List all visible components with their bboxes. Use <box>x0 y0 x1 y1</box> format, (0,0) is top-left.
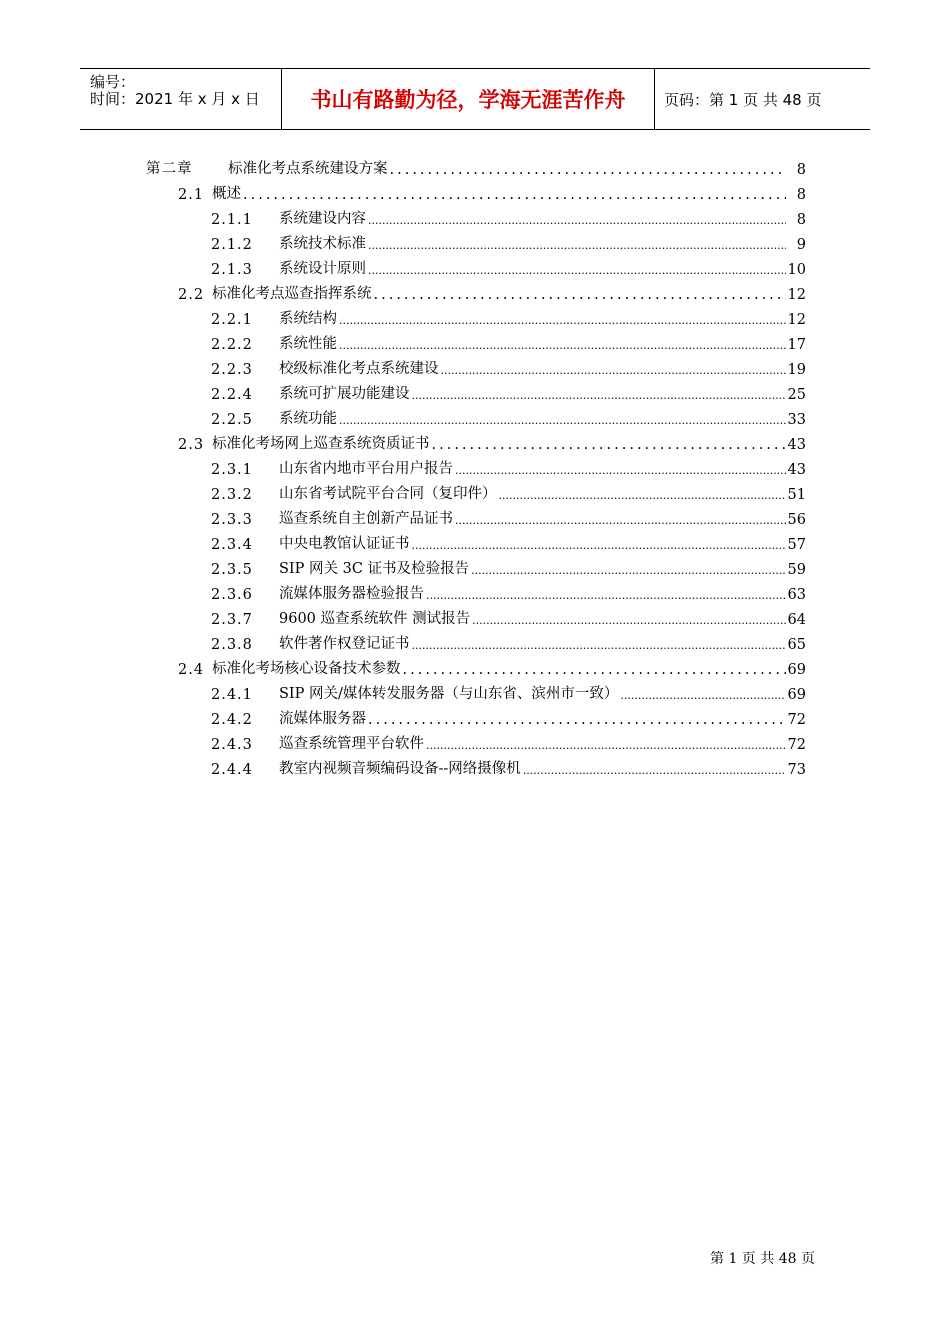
toc-title: 标准化考点系统建设方案 <box>228 161 388 177</box>
toc-number: 2.2.4 <box>211 387 253 403</box>
toc-title: SIP 网关/媒体转发服务器（与山东省、滨州市一致） <box>279 686 619 702</box>
toc-number: 2.3.5 <box>211 562 253 578</box>
toc-leader <box>243 187 786 203</box>
toc-page: 57 <box>787 537 806 553</box>
toc-entry-subsection[interactable] <box>211 531 806 553</box>
toc-title: 标准化考点巡查指挥系统 <box>212 286 372 302</box>
toc-page: 56 <box>787 512 806 528</box>
toc-entry-subsection[interactable] <box>211 731 806 753</box>
toc-leader <box>374 287 786 303</box>
toc-entry-subsection[interactable] <box>211 206 806 228</box>
toc-number: 2.1.2 <box>211 237 253 253</box>
toc-entry-subsection[interactable] <box>211 231 806 253</box>
toc-entry-subsection[interactable] <box>211 406 806 428</box>
toc-page: 8 <box>796 162 806 178</box>
toc-leader <box>368 712 786 728</box>
toc-title: 山东省考试院平台合同（复印件） <box>279 486 497 502</box>
toc-entry-subsection[interactable] <box>211 381 806 403</box>
toc-entry-subsection[interactable] <box>211 581 806 603</box>
toc-entry-subsection[interactable] <box>211 631 806 653</box>
toc-leader <box>403 662 786 678</box>
toc-page: 72 <box>787 712 806 728</box>
toc-entry-chapter[interactable] <box>146 156 806 178</box>
toc-title: 中央电教馆认证证书 <box>279 536 410 552</box>
toc-leader <box>455 462 786 478</box>
page-footer: 第 1 页 共 48 页 <box>710 1251 815 1267</box>
toc-number: 2.4.3 <box>211 737 253 753</box>
toc-title: 标准化考场核心设备技术参数 <box>212 661 401 677</box>
toc-leader <box>368 237 786 253</box>
toc-leader <box>620 687 785 703</box>
header-info-cell <box>80 69 282 129</box>
toc-leader <box>472 612 785 628</box>
toc-title: 流媒体服务器检验报告 <box>279 586 424 602</box>
toc-title: 系统功能 <box>279 411 337 427</box>
toc-leader <box>368 262 786 278</box>
toc-page: 59 <box>787 562 806 578</box>
toc-leader <box>523 762 786 778</box>
toc-leader <box>390 162 787 178</box>
toc-page: 12 <box>787 287 806 303</box>
toc-number: 2.2.3 <box>211 362 253 378</box>
toc-number: 2.1.1 <box>211 212 253 228</box>
header-page-label: 页码：第 1 页 共 48 页 <box>664 90 822 109</box>
toc-title: 系统技术标准 <box>279 236 366 252</box>
toc-leader <box>441 362 786 378</box>
toc-number: 2.4 <box>178 662 205 678</box>
toc-leader <box>471 562 785 578</box>
toc-entry-section[interactable] <box>178 181 806 203</box>
toc-number: 2.2 <box>178 287 205 303</box>
toc-leader <box>499 487 786 503</box>
toc-page: 69 <box>787 687 806 703</box>
toc-number: 2.3.8 <box>211 637 253 653</box>
toc-number: 2.1.3 <box>211 262 253 278</box>
toc-page: 43 <box>787 462 806 478</box>
toc-page: 65 <box>787 637 806 653</box>
toc-title: 系统设计原则 <box>279 261 366 277</box>
page-header <box>80 68 870 130</box>
toc-page: 25 <box>787 387 806 403</box>
toc-title: SIP 网关 3C 证书及检验报告 <box>279 561 470 577</box>
toc-entry-subsection[interactable] <box>211 606 806 628</box>
toc-leader <box>432 437 786 453</box>
toc-number: 2.3.6 <box>211 587 253 603</box>
toc-leader <box>368 212 786 228</box>
toc-entry-section[interactable] <box>178 656 806 678</box>
toc-number: 2.2.1 <box>211 312 253 328</box>
toc-title: 系统性能 <box>279 336 337 352</box>
toc-title: 系统可扩展功能建设 <box>279 386 410 402</box>
toc-page: 72 <box>787 737 806 753</box>
toc-leader <box>339 312 786 328</box>
toc-page: 43 <box>787 437 806 453</box>
time-label: 时间：2021 年 x 月 x 日 <box>90 90 260 108</box>
toc-page: 8 <box>796 212 806 228</box>
toc-leader <box>412 637 786 653</box>
toc-entry-subsection[interactable] <box>211 456 806 478</box>
header-page-cell <box>655 69 870 129</box>
toc-page: 9 <box>796 237 806 253</box>
toc-title: 9600 巡查系统软件 测试报告 <box>279 611 471 627</box>
toc-number: 2.3.3 <box>211 512 253 528</box>
toc-title: 系统结构 <box>279 311 337 327</box>
toc-leader <box>455 512 786 528</box>
toc-entry-subsection[interactable] <box>211 256 806 278</box>
toc-leader <box>339 337 786 353</box>
toc-number: 2.3.1 <box>211 462 253 478</box>
toc-page: 12 <box>787 312 806 328</box>
toc-title: 软件著作权登记证书 <box>279 636 410 652</box>
toc-number: 2.2.2 <box>211 337 253 353</box>
toc-entry-section[interactable] <box>178 281 806 303</box>
toc-entry-subsection[interactable] <box>211 756 806 778</box>
toc-page: 64 <box>787 612 806 628</box>
toc-number: 2.2.5 <box>211 412 253 428</box>
number-label: 编号： <box>90 73 136 91</box>
toc-number: 2.3.7 <box>211 612 253 628</box>
toc-leader <box>339 412 786 428</box>
toc-number: 2.3.4 <box>211 537 253 553</box>
toc-page: 19 <box>787 362 806 378</box>
toc-title: 巡查系统管理平台软件 <box>279 736 424 752</box>
toc-title: 系统建设内容 <box>279 211 366 227</box>
toc-page: 8 <box>796 187 806 203</box>
toc-leader <box>426 737 786 753</box>
toc-page: 33 <box>787 412 806 428</box>
toc-page: 69 <box>787 662 806 678</box>
motto: 书山有路勤为径，学海无涯苦作舟 <box>282 69 655 129</box>
toc-entry-subsection[interactable] <box>211 331 806 353</box>
toc-title: 教室内视频音频编码设备--网络摄像机 <box>279 761 521 777</box>
toc-entry-subsection[interactable] <box>211 481 806 503</box>
toc-number: 2.4.2 <box>211 712 253 728</box>
toc-title: 概述 <box>212 186 241 202</box>
toc-leader <box>412 387 786 403</box>
toc-title: 山东省内地市平台用户报告 <box>279 461 453 477</box>
toc-entry-subsection[interactable] <box>211 556 806 578</box>
toc-number: 2.4.4 <box>211 762 253 778</box>
toc-number: 2.1 <box>178 187 205 203</box>
toc-entry-subsection[interactable] <box>211 506 806 528</box>
toc-title: 巡查系统自主创新产品证书 <box>279 511 453 527</box>
toc-title: 流媒体服务器 <box>279 711 366 727</box>
toc-number: 2.3 <box>178 437 205 453</box>
toc-title: 标准化考场网上巡查系统资质证书 <box>212 436 430 452</box>
toc-page: 63 <box>787 587 806 603</box>
toc-entry-subsection[interactable] <box>211 356 806 378</box>
toc-page: 17 <box>787 337 806 353</box>
toc-leader <box>426 587 786 603</box>
toc-page: 10 <box>787 262 806 278</box>
toc-entry-subsection[interactable] <box>211 306 806 328</box>
toc-number: 2.3.2 <box>211 487 253 503</box>
toc-page: 73 <box>787 762 806 778</box>
toc-number: 第二章 <box>146 161 193 177</box>
toc-title: 校级标准化考点系统建设 <box>279 361 439 377</box>
toc-page: 51 <box>787 487 806 503</box>
toc-entry-subsection[interactable] <box>211 706 806 728</box>
toc-entry-subsection[interactable] <box>211 681 806 703</box>
toc-entry-section[interactable] <box>178 431 806 453</box>
toc-number: 2.4.1 <box>211 687 253 703</box>
toc-leader <box>412 537 786 553</box>
